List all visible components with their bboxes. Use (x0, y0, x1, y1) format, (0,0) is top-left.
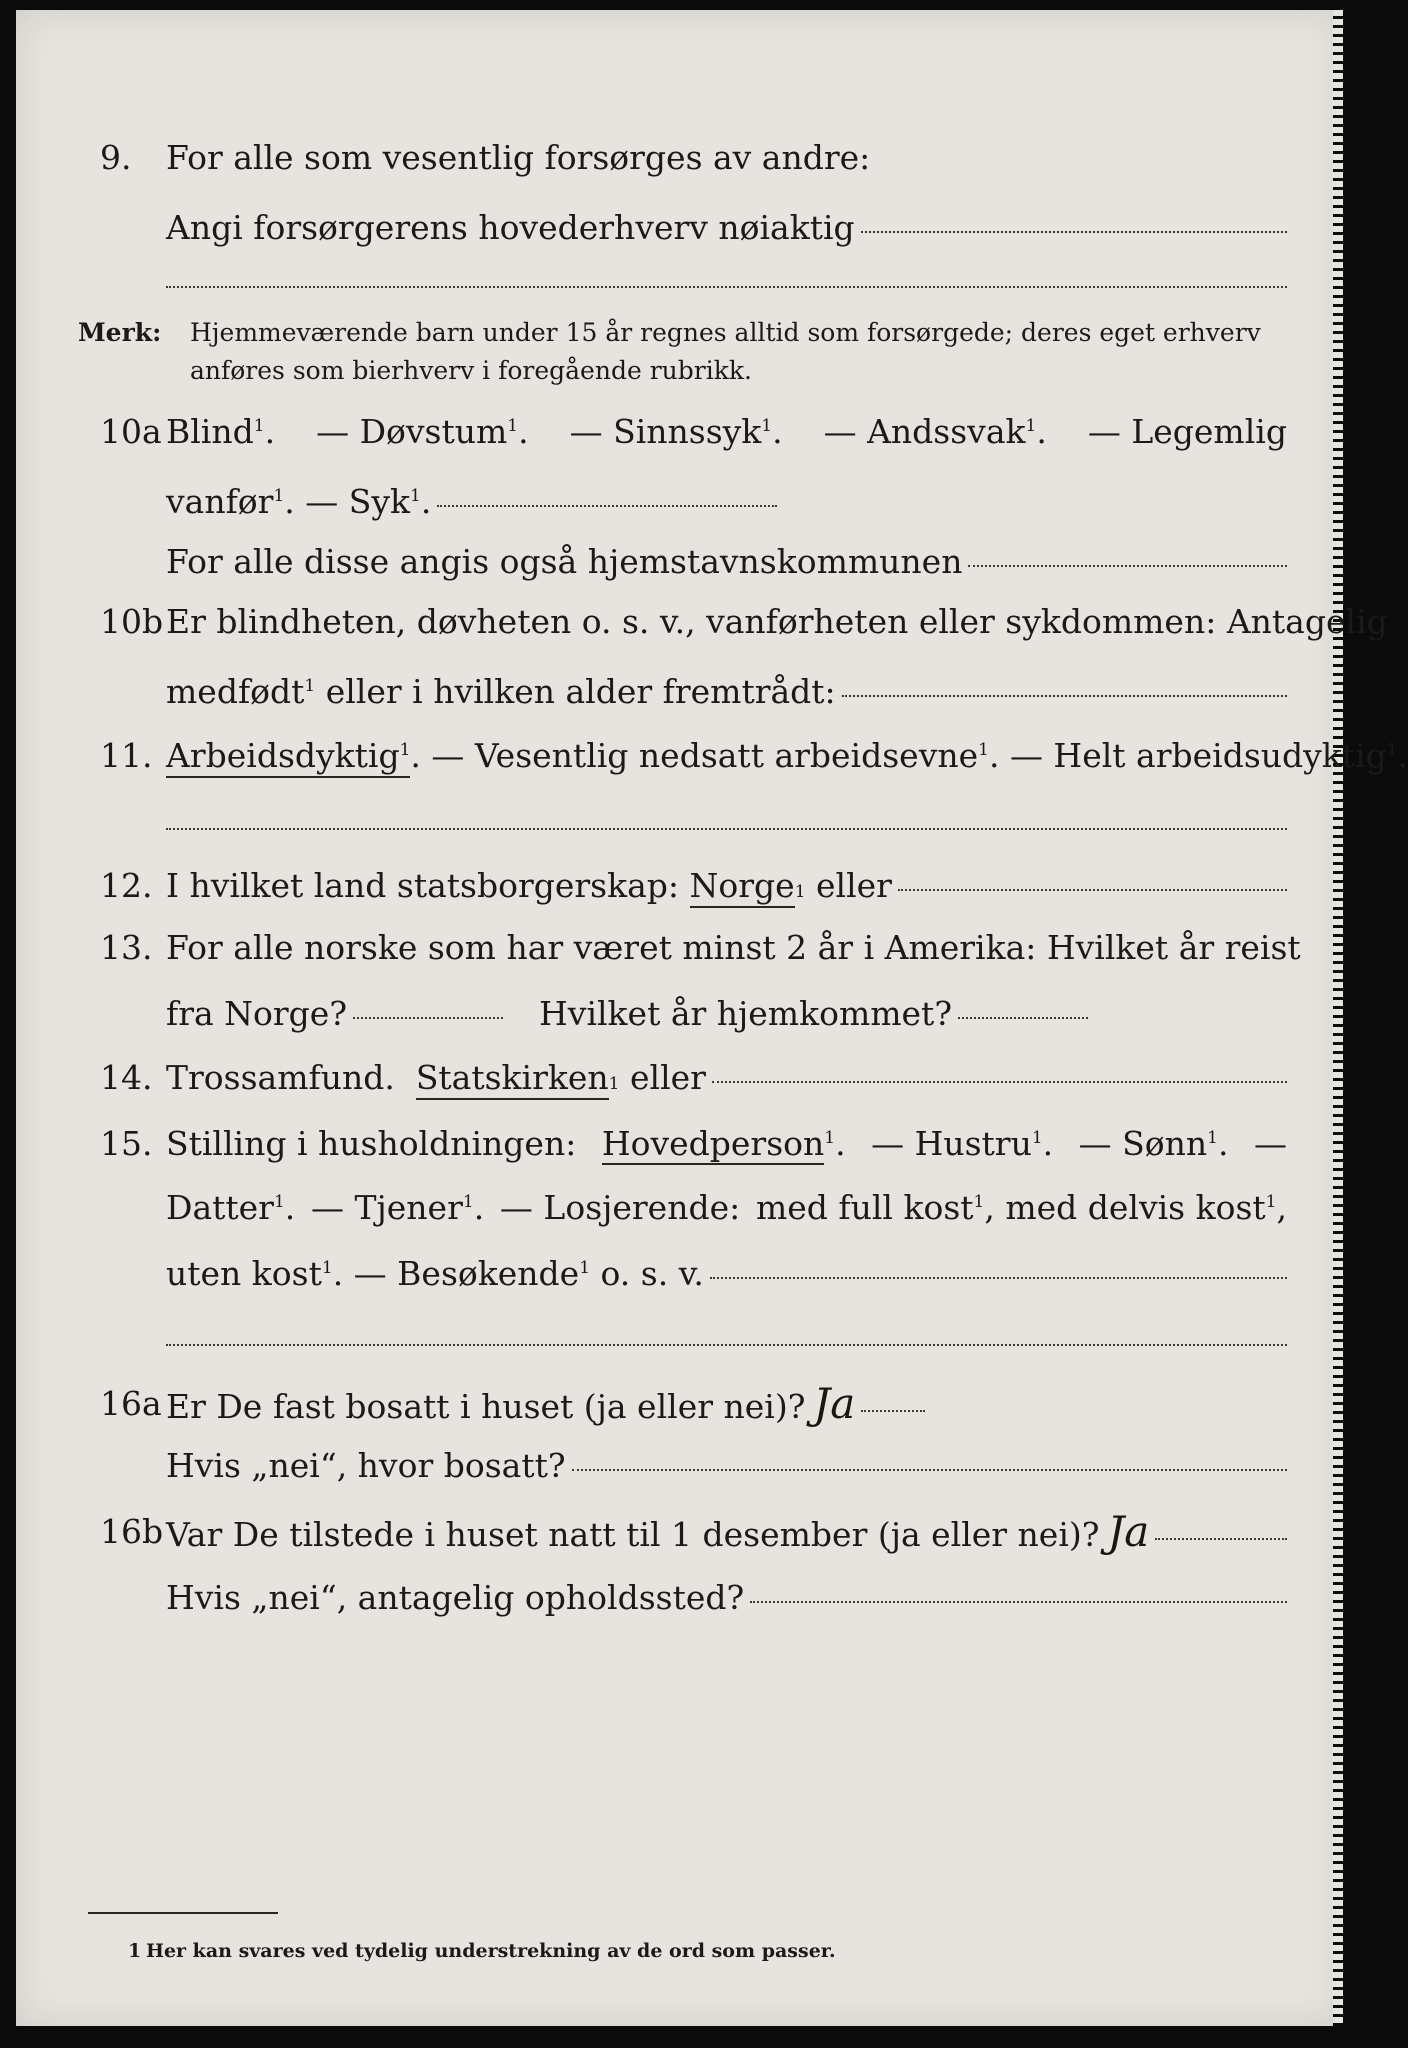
question-text: Stilling i husholdningen: (166, 1124, 577, 1163)
option-sonn: — Sønn$^1$. (1078, 1124, 1229, 1163)
handwritten-answer: Ja (1107, 1507, 1150, 1556)
question-number: 10a (100, 412, 162, 451)
footnote-text: Her kan svares ved tydelig understrekning av de ord som passer. (146, 1940, 836, 1962)
question-number: 16a (100, 1384, 162, 1423)
question-text: Er blindheten, døvheten o. s. v., vanførheten eller sykdommen: Antagelig (166, 602, 1388, 641)
option-nedsatt: — Vesentlig nedsatt arbeidsevne$^1$. (431, 736, 1010, 775)
note-label: Merk: (78, 318, 162, 347)
perforated-edge (1333, 10, 1343, 2026)
option-hustru: — Hustru$^1$. (871, 1124, 1054, 1163)
option-arbeidsdyktig-underlined: Arbeidsdyktig$^1$ (166, 736, 410, 778)
question-text: Hvis „nei“, hvor bosatt? (166, 1446, 566, 1485)
note-text: Hjemmeværende barn under 15 år regnes alltid som forsørgede; deres eget erhverv (190, 318, 1261, 347)
option-sinnssyk: — Sinnssyk$^1$. (569, 412, 783, 451)
answer-line[interactable] (861, 231, 1287, 233)
answer-line[interactable] (898, 889, 1287, 891)
answer-line[interactable] (437, 505, 777, 507)
option-losjerende: — Losjerende: (499, 1188, 741, 1227)
question-text: I hvilket land statsborgerskap: (166, 866, 680, 905)
census-form-page: 9. For alle som vesentlig forsørges av andre: Angi forsørgerens hovederhverv nøiaktig Merk: Hjemmeværende barn under 15 år regnes alltid som forsørgede; deres eget erhverv anføres som bierhverv i foregående rubrikk. 10a Blind$^1$. — Døvstum$^1$. — Sinnssyk$^1$. — Andssvak$^1$. — Legemlig vanfør$^1$. — Syk$^1$. For alle disse angis også hjemstavnskommunen 10b Er blindheten, døvheten o. s. v., vanførheten eller sykdommen: Antagelig medfødt$^1$ eller i hvilken alder fremtrådt: 11. Arbeidsdyktig$^1$ . — Vesentlig nedsatt arbeidsevne$^1$. — Helt arbeidsudyktig$^1$. 12. I hvilket land statsborgerskap: Norge 1 eller 13. For alle norske som har været minst 2 år i Amerika: Hvilket år reist fra Norge? Hvilket år hjemkommet? 14. Trossamfund. Statskirken 1 eller 15. Stilling i husholdningen: Hovedperson$^1$. — Hustru$^1$. — Sønn$^1$. — Datter$^1$. — Tjener$^1$. — Losjerende: med full kost$^1$, med delvis kost$^1$, uten kost$^1$. — Besøkende$^1$ o. s. v. 16a Er De fast bosatt i huset (ja eller nei)? Ja Hvis „nei“, hvor bosatt? 16b Var De tilstede i huset natt til 1 desember (ja eller nei)? Ja Hvis „nei“, antagelig opholdssted? 1 Her kan svares ved tydelig understrekning av de ord som passer. (16, 10, 1343, 2026)
answer-line[interactable] (968, 565, 1287, 567)
answer-line[interactable] (1155, 1538, 1287, 1540)
answer-line[interactable] (750, 1601, 1287, 1603)
footnote (128, 1940, 836, 1962)
option-blind: Blind$^1$. (166, 412, 276, 451)
question-number: 9. (100, 138, 132, 177)
option-vanfor: vanfør$^1$. (166, 482, 306, 521)
question-number: 15. (100, 1124, 153, 1163)
option-syk: — Syk$^1$. (305, 482, 432, 521)
handwritten-answer: Ja (813, 1379, 856, 1428)
answer-line[interactable] (958, 1017, 1088, 1019)
option-osv: o. s. v. (600, 1254, 704, 1293)
answer-line[interactable] (166, 1344, 1287, 1346)
question-number: 13. (100, 928, 153, 967)
option-tjener: — Tjener$^1$. (311, 1188, 485, 1227)
option-legemlig: — Legemlig (1087, 412, 1287, 451)
question-number: 14. (100, 1058, 153, 1097)
option-dovstum: — Døvstum$^1$. (316, 412, 529, 451)
answer-line[interactable] (861, 1410, 925, 1412)
question-text: eller i hvilken alder fremtrådt: (325, 672, 836, 711)
question-number: 10b (100, 602, 164, 641)
footnote-mark: 1 (128, 1940, 142, 1962)
option-eller: eller (629, 1058, 706, 1097)
footnote-rule (88, 1912, 278, 1914)
answer-line[interactable] (166, 286, 1287, 288)
option-medfodt: medfødt$^1$ (166, 672, 316, 711)
answer-line[interactable] (842, 695, 1287, 697)
question-text: Trossamfund. (166, 1058, 395, 1097)
answer-line[interactable] (166, 828, 1287, 830)
answer-line[interactable] (712, 1081, 1287, 1083)
question-text: fra Norge? (166, 994, 348, 1033)
question-text: Er De fast bosatt i huset (ja eller nei)? (166, 1387, 806, 1426)
answer-line[interactable] (353, 1017, 503, 1019)
question-number: 16b (100, 1512, 164, 1551)
option-besokende: — Besøkende$^1$ (353, 1254, 591, 1293)
option-andssvak: — Andssvak$^1$. (823, 412, 1047, 451)
option-statskirken-underlined: Statskirken (416, 1058, 609, 1100)
note-text: anføres som bierhverv i foregående rubrikk. (190, 356, 752, 385)
option-datter: Datter$^1$. (166, 1188, 296, 1227)
question-text: For alle som vesentlig forsørges av andre: (166, 138, 871, 177)
answer-line[interactable] (572, 1469, 1287, 1471)
option-hovedperson: Hovedperson$^1$. (601, 1124, 846, 1163)
option-uten-kost: uten kost$^1$. (166, 1254, 354, 1293)
dash: — (1253, 1124, 1287, 1163)
option-udyktig: — Helt arbeidsudyktig$^1$. (1009, 736, 1408, 775)
question-text: Hvilket år hjemkommet? (539, 994, 953, 1033)
question-text: Hvis „nei“, antagelig opholdssted? (166, 1578, 745, 1617)
answer-line[interactable] (710, 1277, 1287, 1279)
option-norge-underlined: Norge (690, 866, 795, 908)
option-eller: eller (816, 866, 892, 905)
question-text: Angi forsørgerens hovederhverv nøiaktig (166, 208, 855, 247)
option-full-kost: med full kost$^1$, med delvis kost$^1$, (755, 1188, 1287, 1227)
question-text: For alle disse angis også hjemstavnskommunen (166, 542, 963, 581)
question-number: 12. (100, 866, 153, 905)
question-text: For alle norske som har været minst 2 år i Amerika: Hvilket år reist (166, 928, 1301, 967)
question-text: Var De tilstede i huset natt til 1 desember (ja eller nei)? (166, 1515, 1100, 1554)
question-number: 11. (100, 736, 153, 775)
